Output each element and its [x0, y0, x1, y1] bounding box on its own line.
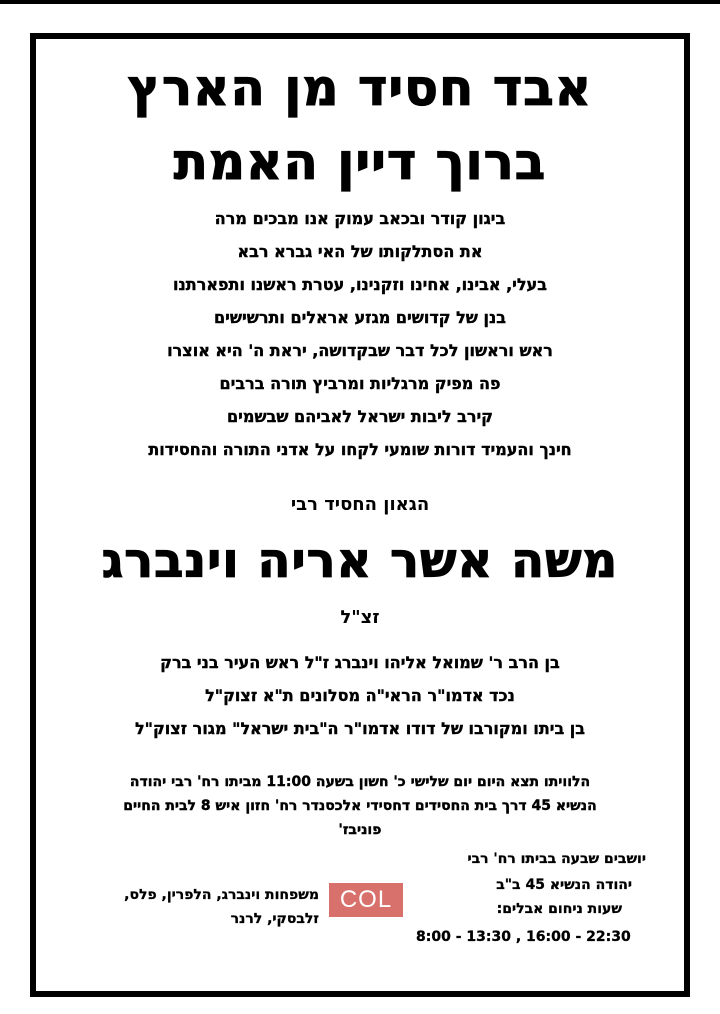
lineage-line: נכד אדמו"ר הראי"ה מסלונים ת"א זצוק"ל: [205, 686, 515, 705]
intro-line: בעלי, אבינו, אחינו וזקנינו, עטרת ראשנו ותפארתנו: [173, 275, 547, 294]
intro-line: בנן של קדושים מגזע אראלים ותרשישים: [214, 308, 506, 327]
name-suffix: זצ"ל: [340, 607, 380, 628]
lineage-line: בן ביתו ומקורבו של דודו אדמו"ר ה"בית ישראל" מגור זצוק"ל: [134, 719, 586, 738]
intro-line: חינך והעמיד דורות שומעי לקחו על אדני התורה והחסידות: [148, 440, 572, 459]
heading-main: אבד חסיד מן הארץ: [127, 59, 593, 117]
notice-frame: [30, 33, 690, 997]
heading-secondary: ברוך דיין האמת: [173, 133, 547, 191]
deceased-name: משה אשר אריה וינברג: [101, 533, 619, 589]
col-watermark-logo: COL: [329, 883, 403, 917]
intro-line: קירב ליבות ישראל לאביהם שבשמים: [227, 407, 493, 426]
intro-line: פה מפיק מרגליות ומרביץ תורה ברבים: [219, 374, 501, 393]
intro-line: ביגון קודר ובכאב עמוק אנו מבכים מרה: [214, 209, 506, 228]
shiva-line: יושבים שבעה בביתו רח' רבי: [467, 851, 646, 867]
top-border-line: [0, 0, 720, 4]
shiva-line: שעות ניחום אבלים:: [496, 901, 622, 917]
shiva-line: יהודה הנשיא 45 ב"ב: [496, 877, 632, 893]
intro-line: את הסתלקותו של האי גברא רבא: [237, 242, 483, 261]
shiva-hours: 8:00 - 13:30 , 16:00 - 22:30: [416, 929, 631, 945]
funeral-line: הלוויתו תצא היום יום שלישי כ' חשון בשעה 11:00 מביתו רח' רבי יהודה: [129, 774, 591, 790]
intro-line: ראש וראשון לכל דבר שבקדושה, יראת ה' היא אוצרו: [167, 341, 553, 360]
families-line: זלבסקי, לרנר: [230, 911, 319, 927]
families-line: משפחות וינברג, הלפרין, פלס,: [124, 887, 319, 903]
lineage-line: בן הרב ר' שמואל אליהו וינברג ז"ל ראש העיר בני ברק: [160, 653, 560, 672]
funeral-line: הנשיא 45 דרך בית החסידים דחסידי אלכסנדר רח' חזון איש 8 לבית החיים: [123, 798, 597, 814]
title-line: הגאון החסיד רבי: [290, 494, 430, 515]
funeral-line: פוניבז': [338, 822, 382, 838]
